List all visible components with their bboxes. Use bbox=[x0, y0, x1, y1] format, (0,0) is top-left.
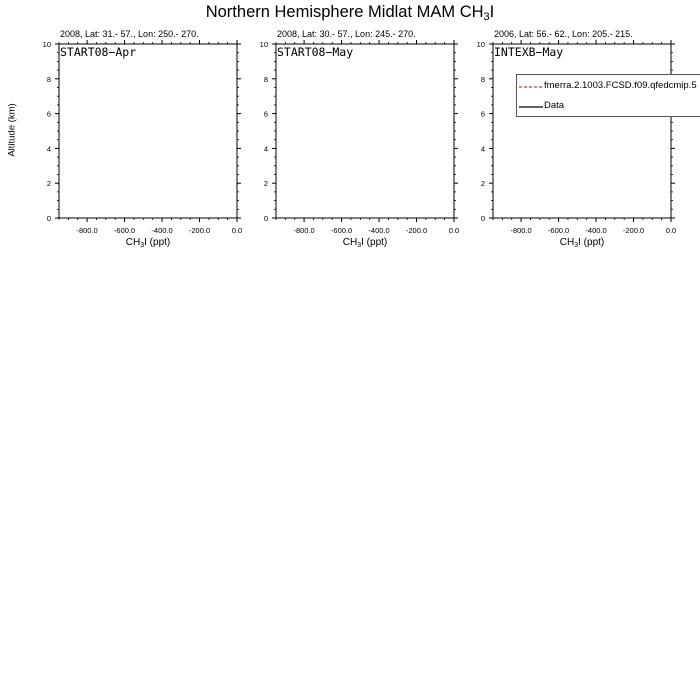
x-tick-label: -600.0 bbox=[330, 226, 353, 235]
x-tick-label: -400.0 bbox=[368, 226, 390, 235]
y-tick-label: 10 bbox=[476, 40, 485, 49]
panel-header: 2006, Lat: 56.- 62., Lon: 205.- 215. bbox=[494, 29, 633, 39]
x-tick-label: 0.0 bbox=[448, 226, 460, 235]
y-tick-label: 10 bbox=[42, 40, 51, 49]
y-tick-label: 0 bbox=[480, 214, 485, 223]
legend-data-label: Data bbox=[544, 100, 565, 111]
panel-label: START08−Apr bbox=[60, 45, 137, 59]
y-tick-label: 4 bbox=[480, 144, 485, 154]
x-tick-label: -600.0 bbox=[547, 226, 570, 235]
x-tick-label: -800.0 bbox=[76, 226, 98, 235]
panel-header: 2008, Lat: 31.- 57., Lon: 250.- 270. bbox=[60, 29, 199, 39]
x-tick-label: -800.0 bbox=[293, 226, 315, 235]
x-tick-label: -200.0 bbox=[622, 226, 645, 235]
y-tick-label: 4 bbox=[46, 144, 51, 154]
plot-area bbox=[0, 0, 700, 260]
legend-model-label: fmerra.2.1003.FCSD.f09.qfedcmip.5 bbox=[544, 80, 697, 91]
panel-label: INTEXB−May bbox=[494, 45, 564, 59]
x-tick-label: -200.0 bbox=[188, 226, 211, 235]
x-tick-label: -800.0 bbox=[510, 226, 532, 235]
x-tick-label: 0.0 bbox=[665, 226, 677, 235]
y-tick-label: 8 bbox=[46, 74, 51, 84]
x-tick-label: -400.0 bbox=[585, 226, 607, 235]
plot-frame bbox=[493, 44, 671, 218]
y-tick-label: 2 bbox=[46, 179, 51, 189]
y-tick-label: 0 bbox=[46, 214, 51, 223]
y-tick-label: 10 bbox=[259, 40, 268, 49]
y-tick-label: 6 bbox=[480, 109, 485, 119]
x-tick-label: -400.0 bbox=[151, 226, 173, 235]
x-axis-label: $CH_3I$ (ppt) bbox=[125, 237, 171, 249]
y-tick-label: 6 bbox=[263, 109, 268, 119]
panel-label: START08−May bbox=[277, 45, 354, 59]
y-axis-label: Altitude (km) bbox=[6, 103, 18, 157]
y-tick-label: 2 bbox=[263, 179, 268, 189]
x-axis-label: $CH_3I$ (ppt) bbox=[559, 237, 605, 249]
legend-solid-line-icon bbox=[519, 105, 543, 109]
figure-title: Northern Hemisphere Midlat MAM $CH_3I$ bbox=[205, 3, 495, 23]
y-tick-label: 8 bbox=[480, 74, 485, 84]
panel-header: 2008, Lat: 30.- 57., Lon: 245.- 270. bbox=[277, 29, 416, 39]
y-tick-label: 8 bbox=[263, 74, 268, 84]
y-tick-label: 0 bbox=[263, 214, 268, 223]
x-axis-label: $CH_3I$ (ppt) bbox=[342, 237, 388, 249]
y-tick-label: 2 bbox=[480, 179, 485, 189]
x-tick-label: 0.0 bbox=[231, 226, 243, 235]
x-tick-label: -200.0 bbox=[405, 226, 428, 235]
legend bbox=[516, 74, 700, 117]
y-tick-label: 4 bbox=[263, 144, 268, 154]
y-tick-label: 6 bbox=[46, 109, 51, 119]
x-tick-label: -600.0 bbox=[113, 226, 136, 235]
legend-dashed-line-icon bbox=[519, 85, 543, 89]
